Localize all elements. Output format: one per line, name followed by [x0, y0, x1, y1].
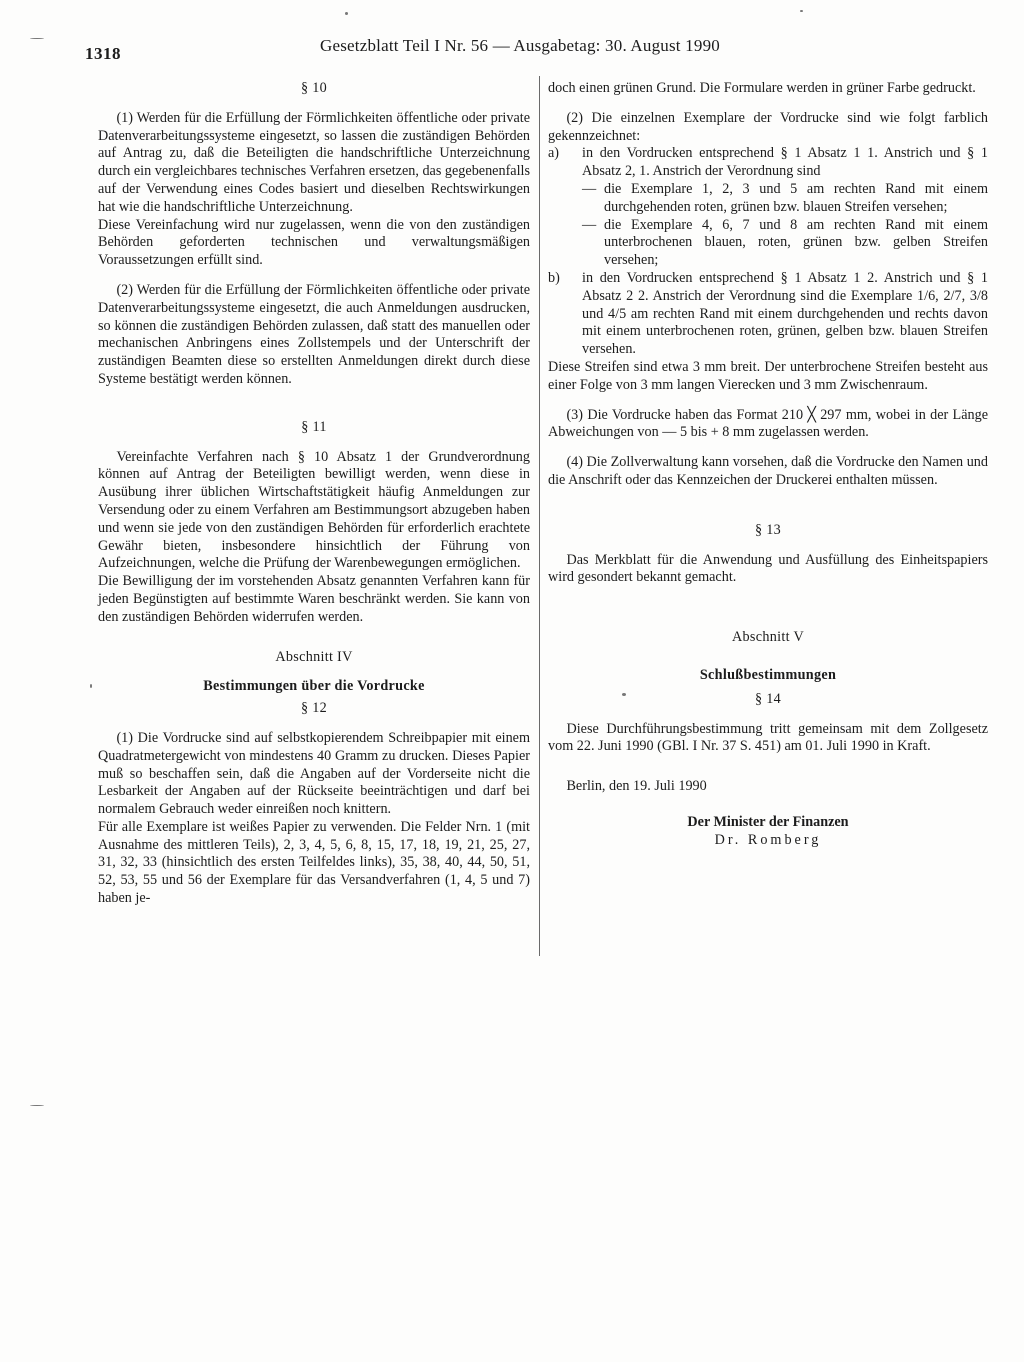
section-12-continuation: doch einen grünen Grund. Die Formulare werden in grüner Farbe gedruckt.	[548, 80, 976, 96]
list-item-a-text: in den Vordrucken entsprechend § 1 Absatz 1 1. Anstrich und § 1 Absatz 2, 1. Anstrich der Verordnung sind	[582, 145, 988, 180]
scan-speck	[622, 693, 626, 696]
section-14-paragraph: Diese Durchführungsbestimmung tritt gemeinsam mit dem Zollgesetz vom 22. Juni 1990 (GBl. I Nr. 37 S. 451) am 01. Juli 1990 in Kraft.	[548, 720, 988, 755]
list-item-a-dash-2	[582, 217, 988, 270]
list-item-a	[548, 145, 988, 181]
list-item-b-text: in den Vordrucken entsprechend § 1 Absatz 1 2. Anstrich und § 1 Absatz 2 2. Anstrich der Verordnung sind die Exemplare 1/6, 2/7, 3/8 und 4/5 am rechten Rand mit einem durchgehenden und rechts davon mit einem unterbrochenen roten, grünen, gelben bzw. blauen Streifen versehen.	[582, 269, 988, 358]
scan-speck	[90, 684, 92, 688]
scan-speck	[30, 1105, 44, 1106]
section-12-paragraph-3: (3) Die Vordrucke haben das Format 210 ╳ 297 mm, wobei in der Länge Abweichungen von — 5 bis + 8 mm zugelassen werden.	[548, 406, 988, 441]
scan-speck	[800, 10, 803, 12]
list-marker-b: b)	[548, 269, 560, 286]
abschnitt-5-heading: Abschnitt V	[731, 629, 804, 646]
section-11-paragraph-1: Vereinfachte Verfahren nach § 10 Absatz 1 der Grundverordnung können auf Antrag der Beteiligten bewilligt werden, wenn diese in Ausübung ihrer üblichen Wirtschaftstätigkeit häufig Anmeldungen zur Versendung oder zu einem Verfahren am Bestimmungsort abzugeben haben und wenn sie jede von den zuständigen Behörden für erforderlich erachtete Gewähr bieten, insbesondere hinsichtlich der Führung von Aufzeichnungen, welche die Prüfung der Warenbewegungen ermöglichen.	[98, 448, 530, 572]
abschnitt-4-title: Bestimmungen über die Vordrucke	[203, 678, 425, 695]
right-column	[548, 80, 988, 850]
section-14-heading: § 14	[754, 690, 782, 707]
running-header: Gesetzblatt Teil I Nr. 56 — Ausgabetag: 30. August 1990	[320, 36, 720, 55]
section-12-paragraph-4: (4) Die Zollverwaltung kann vorsehen, daß die Vordrucke den Namen und die Anschrift oder das Kennzeichen der Druckerei enthalten müssen.	[548, 454, 988, 488]
streifen-paragraph: Diese Streifen sind etwa 3 mm breit. Der unterbrochene Streifen besteht aus einer Folge von 3 mm langen Vierecken und 3 mm Zwischenraum.	[548, 358, 988, 393]
page-number: 1318	[85, 44, 121, 63]
section-10-paragraph-1b: Diese Vereinfachung wird nur zugelassen, wenn die von den zuständigen Behörden geforderten technischen und verwaltungsmäßigen Voraussetzungen erfüllt sind.	[98, 216, 530, 269]
list-item-a-dash-1	[582, 181, 988, 217]
signatory-name: Dr. Romberg	[714, 831, 822, 848]
section-10-heading: § 10	[300, 80, 328, 96]
abschnitt-4-heading: Abschnitt IV	[275, 648, 353, 665]
section-10-paragraph-2: (2) Werden für die Erfüllung der Förmlichkeiten öffentliche oder private Datenverarbeitungssysteme eingesetzt, die auch Anmeldungen ausdrucken, so können die zuständigen Behörden zulassen, daß statt des manuellen oder mechanischen Anbringens eines Zollstempels und der Unterschrift der zuständigen Beamten diese so erstellten Anmeldungen direkt durch diese Systeme bestätigt werden können.	[98, 281, 530, 387]
scan-speck	[345, 12, 348, 15]
column-rule	[539, 76, 540, 956]
list-item-b	[548, 270, 988, 359]
section-13-paragraph: Das Merkblatt für die Anwendung und Ausfüllung des Einheitspapiers wird gesondert bekannt gemacht.	[548, 551, 988, 586]
section-11-paragraph-2: Die Bewilligung der im vorstehenden Absatz genannten Verfahren kann für jeden Begünstigten auf bestimmte Waren beschränkt werden. Sie kann von den zuständigen Behörden widerrufen werden.	[98, 573, 530, 625]
section-12-paragraph-1: (1) Die Vordrucke sind auf selbstkopierendem Schreibpapier mit einem Quadratmetergewicht von mindestens 40 Gramm zu drucken. Dieses Papier muß so beschaffen sein, daß die Angaben auf der Vorderseite nicht die Lesbarkeit der Angaben auf der Rückseite beeinträchtigen und darf bei normalem Gebrauch weder einreißen noch knittern.	[98, 729, 530, 818]
place-date: Berlin, den 19. Juli 1990	[566, 778, 707, 795]
signatory-title: Der Minister der Finanzen	[687, 813, 849, 830]
list-marker-a: a)	[548, 145, 560, 162]
dash-marker: —	[582, 216, 597, 233]
section-12-heading: § 12	[300, 700, 328, 717]
list-item-a-dash-1-text: die Exemplare 1, 2, 3 und 5 am rechten Rand mit einem durchgehenden roten, grünen bzw. blauen Streifen versehen;	[604, 180, 988, 215]
dash-marker: —	[582, 180, 597, 197]
abschnitt-5-title: Schlußbestimmungen	[699, 666, 837, 683]
section-13-heading: § 13	[754, 521, 782, 538]
scan-speck	[30, 38, 44, 39]
section-10-paragraph-1: (1) Werden für die Erfüllung der Förmlichkeiten öffentliche oder private Datenverarbeitungssysteme eingesetzt, so lassen die zuständigen Behörden auf Antrag zu, daß die Beteiligten die handschriftliche Unterzeichnung durch ein vergleichbares technisches Verfahren ersetzen, das gegebenenfalls auf der Verwendung eines Codes basiert und dieselben Rechtswirkungen hat wie die handschriftliche Unterzeichnung.	[98, 109, 530, 215]
section-11-heading: § 11	[301, 418, 327, 435]
left-column	[98, 80, 530, 908]
list-item-a-dash-2-text: die Exemplare 4, 6, 7 und 8 am rechten Rand mit einem unterbrochenen blauen, roten, grünen bzw. gelben Streifen versehen;	[604, 216, 988, 269]
section-12-paragraph-1b: Für alle Exemplare ist weißes Papier zu verwenden. Die Felder Nrn. 1 (mit Ausnahme des mittleren Teils), 2, 3, 4, 5, 6, 8, 15, 17, 18, 19, 21, 25, 27, 31, 32, 33 (hinsichtlich des ersten Teilfeldes links), 35, 38, 40, 44, 50, 51, 52, 53, 55 und 56 der Exemplare für das Versandverfahren (1, 4, 5 und 7) haben je-	[98, 818, 530, 907]
section-12-paragraph-2-intro: (2) Die einzelnen Exemplare der Vordrucke sind wie folgt farblich gekennzeichnet:	[548, 109, 988, 144]
